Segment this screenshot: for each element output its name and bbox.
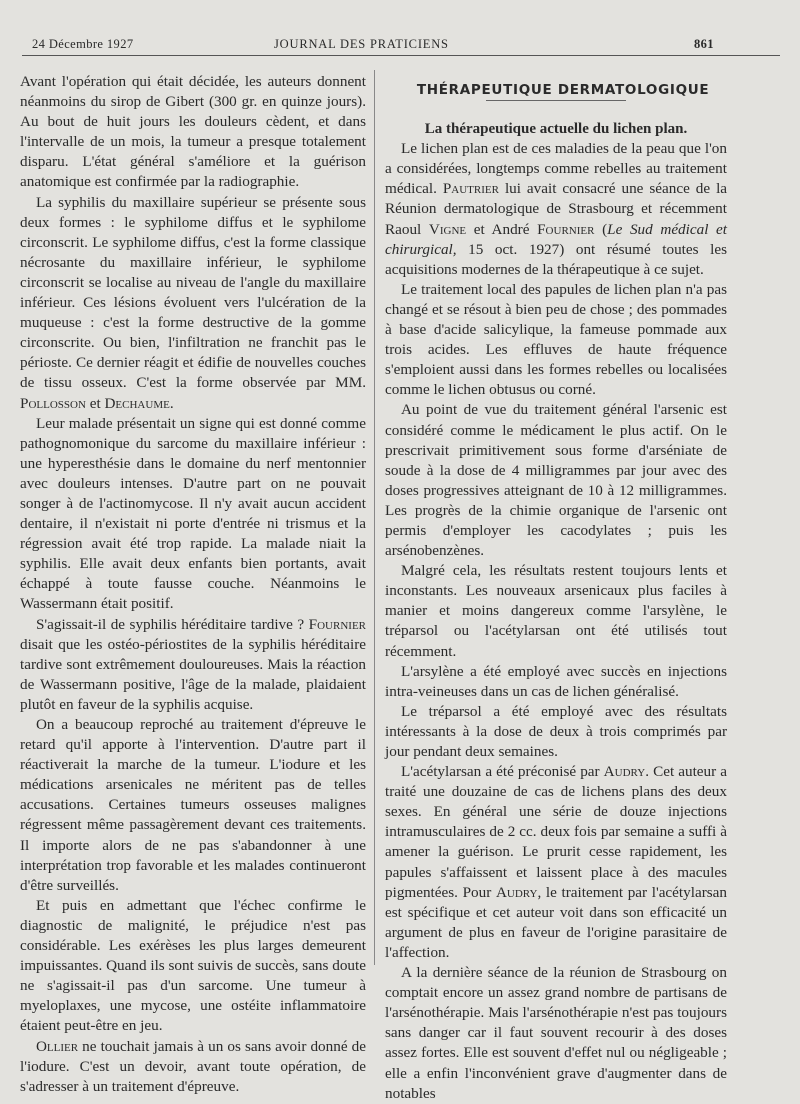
paragraph: Le lichen plan est de ces maladies de la peau que l'on a considérées, longtemps comme rebelles au traitement médical. Pautrier lui avait consacré une séance de la Réunion dermatologique de Strasbourg et récemment Raoul Vigne et André Fournier (Le Sud médical et chirurgical, 15 oct. 1927) ont résumé toutes les acquisitions modernes de la thérapeutique à ce sujet. xyxy=(385,140,728,278)
paragraph: Au point de vue du traitement général l'arsenic est considéré comme le médicament le plus actif. On le prescrivait primitivement sous forme d'arséniate de soude à la dose de 4 milligrammes par jour avec des doses progressives atteignant de 10 à 12 milligrammes. Les progrès de la chimie organique de l'arsenic ont permis d'employer les cacodylates ; puis les arsénobenzènes. xyxy=(385,401,727,560)
author-name: Vigne xyxy=(428,220,467,238)
paragraph: Ollier ne touchait jamais à un os sans avoir donné de l'iodure. C'est un devoir, avant toute opération, de s'adresser à un traitement d'épreuve. xyxy=(20,1037,366,1095)
paragraph: A la dernière séance de la réunion de Strasbourg on comptait encore un assez grand nombre de partisans de l'arsénothérapie. Mais l'arsénothérapie n'est pas toujours sans danger car il faut souvent recourir à des doses assez fortes. Elle est souvent d'effet nul ou négligeable ; elle a enfin l'inconvénient grave d'augmenter dans de notables xyxy=(385,964,727,1102)
paragraph: Avant l'opération qui était décidée, les auteurs donnent néanmoins du sirop de Gibert (300 gr. en quinze jours). Au bout de huit jours les douleurs cèdent, et dans l'intervalle de un mois, la tumeur a presque totalement disparu. L'état général s'améliore et la guérison anatomique est confirmée par la radiographie. xyxy=(20,73,366,191)
paragraph: L'arsylène a été employé avec succès en injections intra-veineuses dans un cas de lichen généralisé. xyxy=(385,662,727,700)
author-name: Audry xyxy=(495,883,538,901)
author-name: Fournier xyxy=(308,615,367,633)
paragraph: Leur malade présentait un signe qui est donné comme pathognomonique du sarcome du maxillaire inférieur : une hyperesthésie dans le domaine du nerf mentonnier avec douleurs intenses. D'autre part on ne pouvait songer à de l'actinomycose. Il n'y avait aucun accident dentaire, il n'existait ni porte d'entrée ni trismus et la régression avait été trop rapide. La malade niait la syphilis. Elle avait deux enfants bien portants, avait échappé à toute fausse couche. Néanmoins le Wassermann était positif. xyxy=(20,414,366,613)
paragraph: S'agissait-il de syphilis héréditaire tardive ? Fournier disait que les ostéo-périostites de la syphilis héréditaire tardive sont extrêmement douloureuses. Mais la réaction de Wassermann positive, l'âge de la malade, plaidaient plutôt en faveur de la syphilis acquise. xyxy=(20,615,367,713)
paragraph: Le tréparsol a été employé avec des résultats intéressants à la dose de deux à trois comprimés par jour pendant deux semaines. xyxy=(385,702,727,760)
right-column xyxy=(385,80,727,1104)
author-name: Pollosson xyxy=(20,394,86,412)
header-rule xyxy=(22,55,780,56)
page-number: 861 xyxy=(694,37,714,51)
author-name: Fournier xyxy=(537,220,595,238)
paragraph: Le traitement local des papules de lichen plan n'a pas changé et se résout à bien peu de chose ; des pommades à base d'acide salicylique, la fameuse pommade aux trois acides. Les effluves de haute fréquence s'emploient aussi dans les formes rebelles ou localisées comme le lichen obtusus ou corné. xyxy=(385,280,727,399)
paragraph: L'acétylarsan a été préconisé par Audry. Cet auteur a traité une douzaine de cas de lichens plans des deux sexes. En général une série de douze injections intramusculaires de 2 cc. deux fois par semaine a suffi à amener la guérison. Le prurit cesse rapidement, les papules s'affaissent et laissent place à des macules pigmentées. Pour Audry, le traitement par l'acétylarsan est spécifique et cet auteur voit dans son efficacité un argument de plus en faveur de l'origine parasitaire de l'affection. xyxy=(385,763,728,961)
issue-date: 24 Décembre 1927 xyxy=(32,37,134,51)
left-column xyxy=(20,72,366,1097)
paragraph: La syphilis du maxillaire supérieur se présente sous deux formes : le syphilome diffus et le syphilome circonscrit. Le syphilome diffus, c'est la forme classique nécrosante du maxillaire inférieur, le syphilome circonscrit se localise au niveau de l'angle du maxillaire inférieur. Ces lésions évoluent vers l'ulcération de la muqueuse : c'est la forme destructive de la gomme circonscrite. Ou bien, l'infiltration ne franchit pas le périoste. Ce dernier réagit et édifie de nouvelles couches de tissu osseux. C'est la forme observée par MM. Pollosson et Dechaume. xyxy=(20,193,366,412)
running-header xyxy=(32,37,712,53)
journal-title: JOURNAL DES PRATICIENS xyxy=(274,37,449,51)
paragraph: Malgré cela, les résultats restent toujours lents et inconstants. Les nouveaux arsenicaux plus faciles à manier et moins dangereux comme l'arsylène, le tréparsol ou l'acétylarsan ont été utilisés tout récemment. xyxy=(385,562,727,660)
paragraph: On a beaucoup reproché au traitement d'épreuve le retard qu'il apporte à l'intervention. D'autre part il réactiverait la marche de la tumeur. L'iodure et les médications arsenicales ne méritent pas de telles accusations. Certaines tumeurs osseuses malignes régressent même passagèrement devant ces traitements. Il importe alors de ne pas s'abandonner à une interprétation trop favorable et les malades continueront d'être surveillés. xyxy=(20,716,366,894)
author-name: Pautrier xyxy=(442,180,499,198)
paragraph: Et puis en admettant que l'échec confirme le diagnostic de malignité, le préjudice n'est pas considérable. Les exérèses les plus larges demeurent impuissantes. Quand ils sont suivis de succès, sans doute ne s'agissait-il pas d'un sarcome. Une tumeur à myeloplaxes, une mycose, une ostéite inflammatoire étaient peut-être en jeu. xyxy=(20,896,366,1035)
section-heading: THÉRAPEUTIQUE DERMATOLOGIQUE xyxy=(416,82,710,98)
author-name: Audry xyxy=(603,763,646,781)
section-rule xyxy=(486,100,626,101)
article-title: La thérapeutique actuelle du lichen plan. xyxy=(424,121,688,138)
author-name: Dechaume xyxy=(104,394,170,412)
column-divider xyxy=(374,70,375,965)
journal-citation: Le Sud médical et chirurgical, xyxy=(385,220,728,258)
author-name: Ollier xyxy=(35,1037,79,1055)
